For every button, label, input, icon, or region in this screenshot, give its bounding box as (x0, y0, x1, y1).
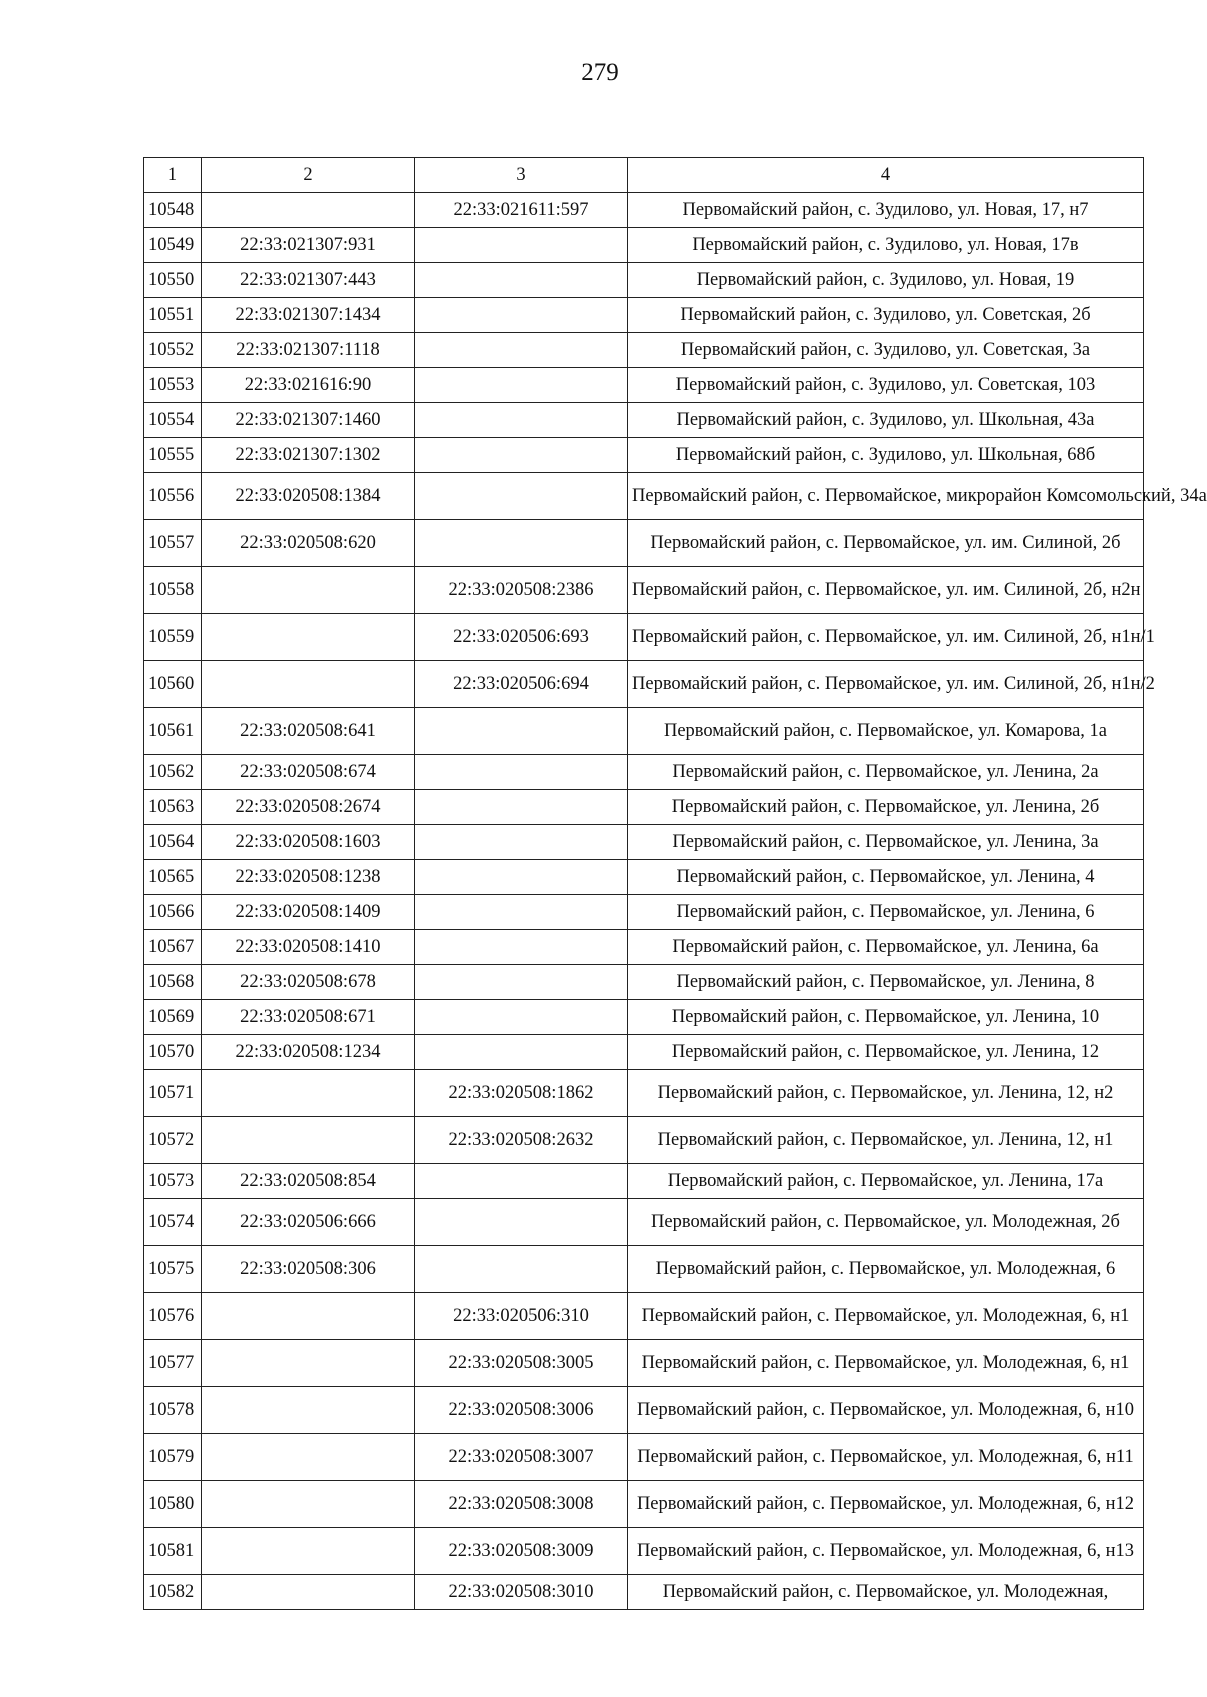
table-row (144, 661, 1144, 708)
address: Первомайский район, с. Первомайское, ул. им. Силиной, 2б, н1н/1 (628, 614, 1144, 661)
table-row (144, 1117, 1144, 1164)
address: Первомайский район, с. Первомайское, ул. Ленина, 4 (628, 860, 1144, 895)
address: Первомайский район, с. Первомайское, ул. Ленина, 2а (628, 755, 1144, 790)
row-number: 10572 (144, 1117, 202, 1164)
row-number: 10550 (144, 263, 202, 298)
cadastral-number-building (415, 930, 628, 965)
row-number: 10554 (144, 403, 202, 438)
row-number: 10576 (144, 1293, 202, 1340)
table-row (144, 1293, 1144, 1340)
address: Первомайский район, с. Зудилово, ул. Новая, 17в (628, 228, 1144, 263)
cadastral-number-land (202, 1528, 415, 1575)
table-row (144, 930, 1144, 965)
table-row (144, 614, 1144, 661)
row-number: 10563 (144, 790, 202, 825)
cadastral-number-land: 22:33:020508:306 (202, 1246, 415, 1293)
row-number: 10577 (144, 1340, 202, 1387)
cadastral-number-land (202, 1387, 415, 1434)
cadastral-number-land: 22:33:020508:1238 (202, 860, 415, 895)
cadastral-number-building: 22:33:021611:597 (415, 193, 628, 228)
cadastral-number-land: 22:33:020508:671 (202, 1000, 415, 1035)
row-number: 10573 (144, 1164, 202, 1199)
column-header: 3 (415, 158, 628, 193)
cadastral-number-building (415, 790, 628, 825)
row-number: 10561 (144, 708, 202, 755)
cadastral-number-building (415, 1035, 628, 1070)
row-number: 10565 (144, 860, 202, 895)
cadastral-number-land: 22:33:020508:1410 (202, 930, 415, 965)
cadastral-number-land: 22:33:020508:2674 (202, 790, 415, 825)
address: Первомайский район, с. Первомайское, ул. Молодежная, 2б (628, 1199, 1144, 1246)
cadastral-number-land (202, 1434, 415, 1481)
cadastral-number-land: 22:33:020508:1234 (202, 1035, 415, 1070)
cadastral-number-land (202, 1575, 415, 1610)
address: Первомайский район, с. Первомайское, ул. Ленина, 2б (628, 790, 1144, 825)
cadastral-number-land: 22:33:020508:674 (202, 755, 415, 790)
table-row (144, 368, 1144, 403)
cadastral-number-land: 22:33:020508:1384 (202, 473, 415, 520)
table-header-row (144, 158, 1144, 193)
cadastral-number-building (415, 473, 628, 520)
cadastral-number-building (415, 438, 628, 473)
address: Первомайский район, с. Первомайское, ул. им. Силиной, 2б, н1н/2 (628, 661, 1144, 708)
row-number: 10569 (144, 1000, 202, 1035)
row-number: 10571 (144, 1070, 202, 1117)
row-number: 10574 (144, 1199, 202, 1246)
address: Первомайский район, с. Первомайское, ул. Молодежная, 6, н12 (628, 1481, 1144, 1528)
address: Первомайский район, с. Первомайское, ул. Молодежная, (628, 1575, 1144, 1610)
column-header: 1 (144, 158, 202, 193)
cadastral-number-building: 22:33:020508:3009 (415, 1528, 628, 1575)
table-row (144, 263, 1144, 298)
cadastral-number-building: 22:33:020508:3006 (415, 1387, 628, 1434)
table-row (144, 1199, 1144, 1246)
cadastral-number-land (202, 1293, 415, 1340)
cadastral-number-building (415, 755, 628, 790)
table-row (144, 790, 1144, 825)
cadastral-number-land: 22:33:021616:90 (202, 368, 415, 403)
row-number: 10549 (144, 228, 202, 263)
cadastral-number-land: 22:33:021307:1302 (202, 438, 415, 473)
address: Первомайский район, с. Первомайское, ул. Ленина, 12 (628, 1035, 1144, 1070)
address: Первомайский район, с. Зудилово, ул. Советская, 3а (628, 333, 1144, 368)
row-number: 10553 (144, 368, 202, 403)
row-number: 10560 (144, 661, 202, 708)
table-row (144, 860, 1144, 895)
cadastral-number-land: 22:33:021307:443 (202, 263, 415, 298)
cadastral-number-building: 22:33:020508:1862 (415, 1070, 628, 1117)
address: Первомайский район, с. Зудилово, ул. Советская, 2б (628, 298, 1144, 333)
cadastral-number-building (415, 860, 628, 895)
address: Первомайский район, с. Первомайское, ул. Комарова, 1а (628, 708, 1144, 755)
cadastral-number-building (415, 368, 628, 403)
row-number: 10568 (144, 965, 202, 1000)
cadastral-number-land (202, 193, 415, 228)
row-number: 10551 (144, 298, 202, 333)
table-row (144, 567, 1144, 614)
address: Первомайский район, с. Первомайское, ул. им. Силиной, 2б (628, 520, 1144, 567)
address: Первомайский район, с. Зудилово, ул. Школьная, 43а (628, 403, 1144, 438)
row-number: 10556 (144, 473, 202, 520)
address: Первомайский район, с. Зудилово, ул. Школьная, 68б (628, 438, 1144, 473)
table-row (144, 708, 1144, 755)
row-number: 10581 (144, 1528, 202, 1575)
address: Первомайский район, с. Зудилово, ул. Новая, 19 (628, 263, 1144, 298)
table-row (144, 473, 1144, 520)
row-number: 10579 (144, 1434, 202, 1481)
table-row (144, 1246, 1144, 1293)
cadastral-number-land: 22:33:020508:641 (202, 708, 415, 755)
address: Первомайский район, с. Первомайское, ул. Ленина, 17а (628, 1164, 1144, 1199)
cadastral-number-building (415, 1246, 628, 1293)
table-row (144, 1340, 1144, 1387)
table-row (144, 520, 1144, 567)
cadastral-number-building (415, 403, 628, 438)
cadastral-number-land (202, 614, 415, 661)
row-number: 10570 (144, 1035, 202, 1070)
table-body (144, 193, 1207, 1610)
address: Первомайский район, с. Первомайское, ул. Ленина, 6а (628, 930, 1144, 965)
cadastral-number-building (415, 1164, 628, 1199)
cadastral-number-land: 22:33:021307:1118 (202, 333, 415, 368)
table-row (144, 193, 1144, 228)
cadastral-number-building: 22:33:020508:3007 (415, 1434, 628, 1481)
cadastral-number-building: 22:33:020508:2632 (415, 1117, 628, 1164)
cadastral-number-building: 22:33:020508:3008 (415, 1481, 628, 1528)
table-row (144, 1070, 1144, 1117)
address: Первомайский район, с. Зудилово, ул. Советская, 103 (628, 368, 1144, 403)
row-number: 10575 (144, 1246, 202, 1293)
table-row (144, 1387, 1144, 1434)
cadastral-number-land: 22:33:021307:1460 (202, 403, 415, 438)
address: Первомайский район, с. Первомайское, ул. Ленина, 10 (628, 1000, 1144, 1035)
cadastral-number-building (415, 520, 628, 567)
cadastral-number-land (202, 1340, 415, 1387)
cadastral-number-land: 22:33:021307:1434 (202, 298, 415, 333)
table-row (144, 1575, 1144, 1610)
row-number: 10548 (144, 193, 202, 228)
address: Первомайский район, с. Первомайское, ул. Ленина, 3а (628, 825, 1144, 860)
cadastral-number-land: 22:33:020508:620 (202, 520, 415, 567)
cadastral-number-land (202, 1070, 415, 1117)
table-row (144, 965, 1144, 1000)
column-header: 4 (628, 158, 1144, 193)
row-number: 10559 (144, 614, 202, 661)
cadastral-number-building: 22:33:020506:310 (415, 1293, 628, 1340)
table-row (144, 1035, 1144, 1070)
cadastral-number-land: 22:33:020508:854 (202, 1164, 415, 1199)
row-number: 10582 (144, 1575, 202, 1610)
table-row (144, 333, 1144, 368)
cadastral-number-land: 22:33:020506:666 (202, 1199, 415, 1246)
cadastral-number-land: 22:33:020508:678 (202, 965, 415, 1000)
cadastral-number-building (415, 825, 628, 860)
cadastral-number-building (415, 1199, 628, 1246)
cadastral-number-building (415, 895, 628, 930)
row-number: 10566 (144, 895, 202, 930)
row-number: 10557 (144, 520, 202, 567)
address: Первомайский район, с. Первомайское, ул. Молодежная, 6, н13 (628, 1528, 1144, 1575)
table-row (144, 228, 1144, 263)
address: Первомайский район, с. Первомайское, ул. Ленина, 12, н2 (628, 1070, 1144, 1117)
address: Первомайский район, с. Зудилово, ул. Новая, 17, н7 (628, 193, 1144, 228)
table-row (144, 403, 1144, 438)
row-number: 10558 (144, 567, 202, 614)
row-number: 10562 (144, 755, 202, 790)
cadastral-number-land (202, 1481, 415, 1528)
cadastral-number-building (415, 1000, 628, 1035)
cadastral-number-building (415, 708, 628, 755)
table-row (144, 825, 1144, 860)
page-number: 279 (581, 59, 619, 86)
address: Первомайский район, с. Первомайское, ул. Ленина, 8 (628, 965, 1144, 1000)
address: Первомайский район, с. Первомайское, ул. Молодежная, 6, н11 (628, 1434, 1144, 1481)
table-row (144, 298, 1144, 333)
table-row (144, 1000, 1144, 1035)
address: Первомайский район, с. Первомайское, ул. Ленина, 6 (628, 895, 1144, 930)
row-number: 10567 (144, 930, 202, 965)
cadastral-number-land: 22:33:020508:1603 (202, 825, 415, 860)
cadastral-number-building (415, 333, 628, 368)
address: Первомайский район, с. Первомайское, ул. Молодежная, 6, н1 (628, 1293, 1144, 1340)
address: Первомайский район, с. Первомайское, ул. им. Силиной, 2б, н2н (628, 567, 1144, 614)
table-row (144, 1164, 1144, 1199)
table-row (144, 1434, 1144, 1481)
cadastral-number-building: 22:33:020508:2386 (415, 567, 628, 614)
cadastral-number-building: 22:33:020506:694 (415, 661, 628, 708)
cadastral-number-building (415, 965, 628, 1000)
cadastral-number-building: 22:33:020508:3010 (415, 1575, 628, 1610)
cadastral-number-land (202, 1117, 415, 1164)
cadastral-number-land: 22:33:021307:931 (202, 228, 415, 263)
table-row (144, 1481, 1144, 1528)
address: Первомайский район, с. Первомайское, ул. Молодежная, 6, н1 (628, 1340, 1144, 1387)
address: Первомайский район, с. Первомайское, ул. Молодежная, 6, н10 (628, 1387, 1144, 1434)
address: Первомайский район, с. Первомайское, ул. Молодежная, 6 (628, 1246, 1144, 1293)
cadastral-number-building (415, 263, 628, 298)
cadastral-number-land: 22:33:020508:1409 (202, 895, 415, 930)
row-number: 10564 (144, 825, 202, 860)
cadastral-number-land (202, 661, 415, 708)
table-row (144, 895, 1144, 930)
table-row (144, 755, 1144, 790)
cadastral-number-building: 22:33:020508:3005 (415, 1340, 628, 1387)
address: Первомайский район, с. Первомайское, микрорайон Комсомольский, 34а (628, 473, 1144, 520)
column-header: 2 (202, 158, 415, 193)
row-number: 10555 (144, 438, 202, 473)
table-row (144, 1528, 1144, 1575)
address: Первомайский район, с. Первомайское, ул. Ленина, 12, н1 (628, 1117, 1144, 1164)
cadastral-number-building (415, 298, 628, 333)
cadastral-number-building: 22:33:020506:693 (415, 614, 628, 661)
cadastral-number-land (202, 567, 415, 614)
row-number: 10580 (144, 1481, 202, 1528)
registry-table (143, 157, 1207, 1610)
table-row (144, 438, 1144, 473)
row-number: 10552 (144, 333, 202, 368)
cadastral-number-building (415, 228, 628, 263)
row-number: 10578 (144, 1387, 202, 1434)
